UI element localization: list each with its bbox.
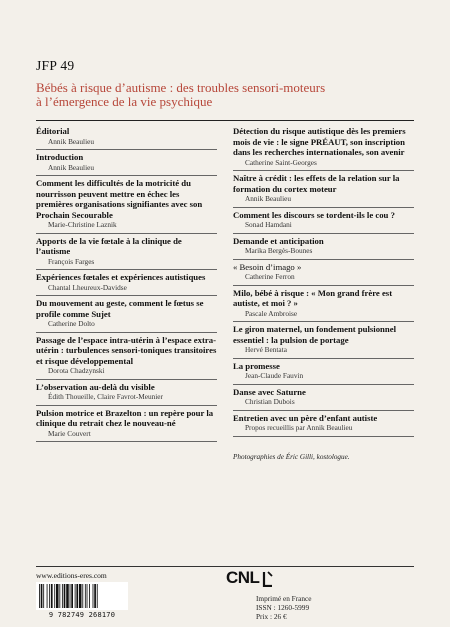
toc-entry-author: Édith Thoueille, Claire Favrot-Meunier [48, 392, 163, 401]
top-divider [36, 120, 414, 121]
toc-entry-title: « Besoin d’imago » [233, 261, 302, 272]
toc-entry-author: Annik Beaulieu [48, 136, 95, 146]
toc-entry-author: Dorota Chadzynski [48, 366, 105, 375]
imprint-country: Imprimé en France [256, 594, 312, 603]
toc-entry [36, 124, 217, 150]
toc-entry-author: Propos recueillis par Annik Beaulieu [245, 423, 353, 432]
toc-entry [233, 124, 414, 171]
toc-entry-author: Marie Couvert [48, 428, 91, 438]
toc-entry-title: Milo, bébé à risque : « Mon grand frère est autiste, et moi ? » [233, 287, 393, 308]
toc-entry [233, 411, 414, 437]
toc-entry [36, 296, 217, 333]
toc-entry-title: Détection du risque autistique dès les premiers mois de vie : le signe PRÉAUT, son inscription dans les recherches internationales, son avenir [233, 126, 406, 157]
cnl-logo-text: CNL [226, 568, 260, 587]
toc-entry-title: La promesse [233, 360, 280, 371]
toc-entry-title: Le giron maternel, un fondement pulsionnel essentiel : la pulsion de portage [233, 324, 396, 345]
toc-entry [233, 171, 414, 208]
toc-entry [36, 270, 217, 296]
toc-entry-title: Demande et anticipation [233, 235, 324, 246]
toc-entry-author: François Farges [48, 256, 95, 266]
toc-entry-title: Comment les difficultés de la motricité du nourrisson peuvent mettre en échec les premières organisations signifiantes avec son Prochain Secourable [36, 178, 203, 220]
toc-entry-title: Entretien avec un père d’enfant autiste [233, 412, 378, 423]
toc-right-column [233, 124, 414, 437]
toc-entry-author: Marie-Christine Laznik [48, 220, 117, 229]
imprint-info [256, 594, 312, 621]
barcode-number: 9 782749 268170 [48, 611, 116, 619]
toc-entry-title: Comment les discours se tordent-ils le cou ? [233, 209, 395, 220]
toc-entry [36, 333, 217, 380]
toc-entry-title: Naître à crédit : les effets de la relation sur la formation du cortex moteur [233, 173, 400, 194]
cnl-logo-mark-icon [262, 571, 274, 587]
toc-entry [233, 385, 414, 411]
imprint-issn: ISSN : 1260-5999 [256, 603, 310, 612]
toc-entry-author: Catherine Ferron [245, 272, 295, 281]
toc-entry-author: Catherine Saint-Georges [245, 157, 317, 167]
toc-entry-author: Marika Bergès-Bounes [245, 246, 313, 255]
toc-entry [233, 322, 414, 359]
subtitle-line-2: à l’émergence de la vie psychique [36, 94, 213, 109]
toc-entry-author: Annik Beaulieu [48, 162, 95, 172]
issue-number: JFP 49 [36, 58, 75, 73]
toc-entry [233, 208, 414, 234]
toc-entry [233, 234, 414, 260]
barcode-icon [36, 582, 128, 610]
toc-entry [36, 234, 217, 271]
photo-credit [233, 453, 350, 461]
toc-entry [233, 260, 414, 286]
toc-entry-author: Annik Beaulieu [245, 194, 292, 203]
photo-credit-name: Éric Gilli, kostologue. [285, 453, 350, 461]
toc-entry-title: Passage de l’espace intra-utérin à l’espace extra-utérin : turbulences sensori-toniques transitoires et risque développemental [36, 334, 217, 366]
toc-entry [36, 150, 217, 176]
toc-entry-title: L’observation au-delà du visible [36, 381, 155, 392]
toc-entry-title: Pulsion motrice et Brazelton : un repère pour la clinique du retrait chez le nouveau-né [36, 407, 214, 428]
toc-entry [36, 406, 217, 443]
publisher-website: www.editions-eres.com [36, 571, 107, 580]
toc-entry [233, 286, 414, 323]
toc-entry [36, 176, 217, 234]
issue-subtitle [36, 81, 416, 109]
toc-entry-title: Éditorial [36, 126, 70, 136]
toc-entry-author: Jean-Claude Fauvin [245, 371, 304, 380]
toc-entry-author: Sonad Hamdani [245, 220, 292, 229]
toc-entry [233, 359, 414, 385]
toc-entry-title: Introduction [36, 152, 84, 162]
toc-entry-author: Chantal Lheureux-Davidse [48, 282, 127, 292]
toc-entry-author: Catherine Dolto [48, 319, 95, 328]
toc-left-column [36, 124, 217, 442]
toc-entry [36, 380, 217, 406]
toc-entry-title: Du mouvement au geste, comment le fœtus se profile comme Sujet [36, 298, 204, 319]
toc-entry-author: Hervé Bentata [245, 345, 287, 354]
toc-entry-title: Danse avec Saturne [233, 386, 306, 397]
photo-credit-prefix: Photographies de [233, 453, 286, 461]
cnl-logo [226, 568, 274, 590]
toc-entry-author: Christian Dubois [245, 397, 295, 406]
toc-entry-author: Pascale Ambroise [245, 308, 298, 318]
toc-entry-title: Expériences fœtales et expériences autistiques [36, 272, 206, 282]
subtitle-line-1: Bébés à risque d’autisme : des troubles sensori-moteurs [36, 80, 326, 95]
imprint-price: Prix : 26 € [256, 612, 287, 621]
toc-entry-title: Apports de la vie fœtale à la clinique de l’autisme [36, 235, 182, 256]
bottom-divider [36, 566, 414, 567]
